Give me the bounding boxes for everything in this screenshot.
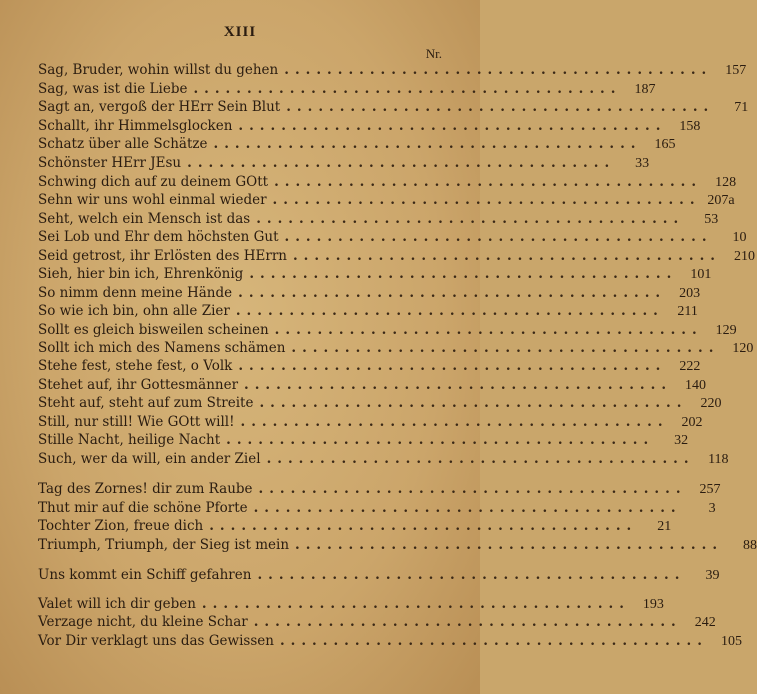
hymn-number: 202 xyxy=(681,415,703,430)
hymn-number: 165 xyxy=(654,137,676,152)
index-entry xyxy=(38,192,735,212)
hymn-title: Sieh, hier bin ich, Ehrenkönig xyxy=(38,266,244,282)
index-entry xyxy=(38,303,698,323)
dot-leader: ........................................ xyxy=(295,537,724,553)
hymn-number: 242 xyxy=(694,615,716,630)
hymn-number: 158 xyxy=(679,119,701,134)
dot-leader: ........................................ xyxy=(213,136,642,152)
index-entry xyxy=(38,395,722,415)
hymn-title: Still, nur still! Wie GOtt will! xyxy=(38,414,235,430)
hymn-title: Verzage nicht, du kleine Schar xyxy=(38,614,248,630)
dot-leader: ........................................ xyxy=(272,192,701,208)
hymn-title: Tag des Zornes! dir zum Raube xyxy=(38,481,253,497)
hymn-number: 128 xyxy=(715,175,737,190)
dot-leader: ........................................ xyxy=(256,211,685,227)
hymn-title: Sollt es gleich bisweilen scheinen xyxy=(38,322,269,338)
hymn-title: Sag, was ist die Liebe xyxy=(38,81,188,97)
index-entry xyxy=(38,451,729,471)
hymn-title: Tochter Zion, freue dich xyxy=(38,518,204,534)
hymn-title: Schallt, ihr Himmelsglocken xyxy=(38,118,233,134)
hymn-number: 88 xyxy=(743,538,757,553)
hymn-number: 33 xyxy=(635,156,650,171)
hymn-title: Seht, welch ein Mensch ist das xyxy=(38,211,251,227)
index-entry xyxy=(38,248,755,268)
hymn-number: 3 xyxy=(708,501,716,516)
index-entry xyxy=(38,377,707,397)
dot-leader: ........................................ xyxy=(284,62,713,78)
hymn-title: Sollt ich mich des Namens schämen xyxy=(38,340,286,356)
dot-leader: ........................................ xyxy=(201,596,630,612)
hymn-title: Thut mir auf die schöne Pforte xyxy=(38,500,248,516)
dot-leader: ........................................ xyxy=(266,451,695,467)
hymn-number: 120 xyxy=(732,341,754,356)
dot-leader: ........................................ xyxy=(238,358,667,374)
dot-leader: ........................................ xyxy=(253,614,682,630)
hymn-number: 105 xyxy=(720,634,742,649)
hymn-title: Triumph, Triumph, der Sieg ist mein xyxy=(38,537,290,553)
hymn-title: Stehet auf, ihr Gottesmänner xyxy=(38,377,239,393)
number-column-header: Nr. xyxy=(425,46,442,61)
dot-leader: ........................................ xyxy=(238,118,667,134)
hymn-number: 157 xyxy=(725,63,747,78)
index-entry xyxy=(38,614,716,634)
hymn-number: 193 xyxy=(642,597,664,612)
index-entry xyxy=(38,481,721,501)
hymn-number: 211 xyxy=(677,304,698,319)
index-entry xyxy=(38,81,656,101)
hymn-number: 203 xyxy=(679,286,701,301)
hymn-number: 222 xyxy=(679,359,701,374)
hymn-title: So nimm denn meine Hände xyxy=(38,285,233,301)
index-entry xyxy=(38,567,720,587)
index-entry xyxy=(38,62,747,82)
hymn-number: 187 xyxy=(634,82,656,97)
hymn-number: 220 xyxy=(700,396,722,411)
hymn-title: Sagt an, vergoß der HErr Sein Blut xyxy=(38,99,281,115)
index-entry xyxy=(38,633,742,653)
index-entry xyxy=(38,229,747,249)
hymn-number: 257 xyxy=(699,482,721,497)
index-entry xyxy=(38,322,737,342)
index-entry xyxy=(38,266,712,286)
hymn-title: Valet will ich dir geben xyxy=(38,596,196,612)
hymn-title: Stille Nacht, heilige Nacht xyxy=(38,432,221,448)
hymn-title: Sag, Bruder, wohin willst du gehen xyxy=(38,62,279,78)
hymn-title: Schwing dich auf zu deinem GOtt xyxy=(38,174,269,190)
hymn-number: 21 xyxy=(657,519,672,534)
dot-leader: ........................................ xyxy=(257,567,686,583)
index-entry xyxy=(38,537,757,557)
dot-leader: ........................................ xyxy=(258,481,687,497)
dot-leader: ........................................ xyxy=(240,414,669,430)
dot-leader: ........................................ xyxy=(286,99,715,115)
dot-leader: ........................................ xyxy=(284,229,713,245)
index-entry xyxy=(38,136,676,156)
hymn-title: Vor Dir verklagt uns das Gewissen xyxy=(38,633,274,649)
index-entry xyxy=(38,174,737,194)
hymn-number: 32 xyxy=(674,433,689,448)
dot-leader: ........................................ xyxy=(259,395,688,411)
dot-leader: ........................................ xyxy=(235,303,664,319)
dot-leader: ........................................ xyxy=(274,322,703,338)
hymn-title: Sehn wir uns wohl einmal wieder xyxy=(38,192,267,208)
dot-leader: ........................................ xyxy=(249,266,678,282)
dot-leader: ........................................ xyxy=(292,248,721,264)
hymn-title: Schatz über alle Schätze xyxy=(38,136,208,152)
hymn-title: Sei Lob und Ehr dem höchsten Gut xyxy=(38,229,279,245)
hymn-title: Stehe fest, stehe fest, o Volk xyxy=(38,358,233,374)
dot-leader: ........................................ xyxy=(187,155,616,171)
hymn-title: Seid getrost, ihr Erlösten des HErrn xyxy=(38,248,287,264)
index-entry xyxy=(38,414,703,434)
dot-leader: ........................................ xyxy=(238,285,667,301)
index-entry xyxy=(38,285,701,305)
hymn-number: 39 xyxy=(705,568,720,583)
hymn-number: 101 xyxy=(690,267,712,282)
index-entry xyxy=(38,358,701,378)
dot-leader: ........................................ xyxy=(274,174,703,190)
hymn-number: 53 xyxy=(704,212,719,227)
hymn-title: So wie ich bin, ohn alle Zier xyxy=(38,303,230,319)
hymn-number: 129 xyxy=(715,323,737,338)
index-entry xyxy=(38,99,749,119)
dot-leader: ........................................ xyxy=(291,340,720,356)
page-number: XIII xyxy=(223,24,257,40)
hymn-number: 118 xyxy=(708,452,729,467)
index-entry xyxy=(38,432,689,452)
index-entry xyxy=(38,118,701,138)
index-entry xyxy=(38,596,664,616)
hymn-number: 71 xyxy=(734,100,749,115)
dot-leader: ........................................ xyxy=(279,633,708,649)
index-entry xyxy=(38,500,716,520)
hymn-number: 140 xyxy=(685,378,707,393)
dot-leader: ........................................ xyxy=(253,500,682,516)
index-entry xyxy=(38,155,650,175)
dot-leader: ........................................ xyxy=(193,81,622,97)
hymn-title: Schönster HErr JEsu xyxy=(38,155,182,171)
index-entry xyxy=(38,211,719,231)
hymn-title: Uns kommt ein Schiff gefahren xyxy=(38,567,252,583)
dot-leader: ........................................ xyxy=(209,518,638,534)
dot-leader: ........................................ xyxy=(226,432,655,448)
index-entry xyxy=(38,340,754,360)
hymn-number: 10 xyxy=(732,230,747,245)
hymn-title: Steht auf, steht auf zum Streite xyxy=(38,395,254,411)
hymn-number: 210 xyxy=(733,249,755,264)
hymn-title: Such, wer da will, ein ander Ziel xyxy=(38,451,261,467)
hymn-number: 207a xyxy=(707,193,735,208)
index-entry xyxy=(38,518,672,538)
dot-leader: ........................................ xyxy=(244,377,673,393)
